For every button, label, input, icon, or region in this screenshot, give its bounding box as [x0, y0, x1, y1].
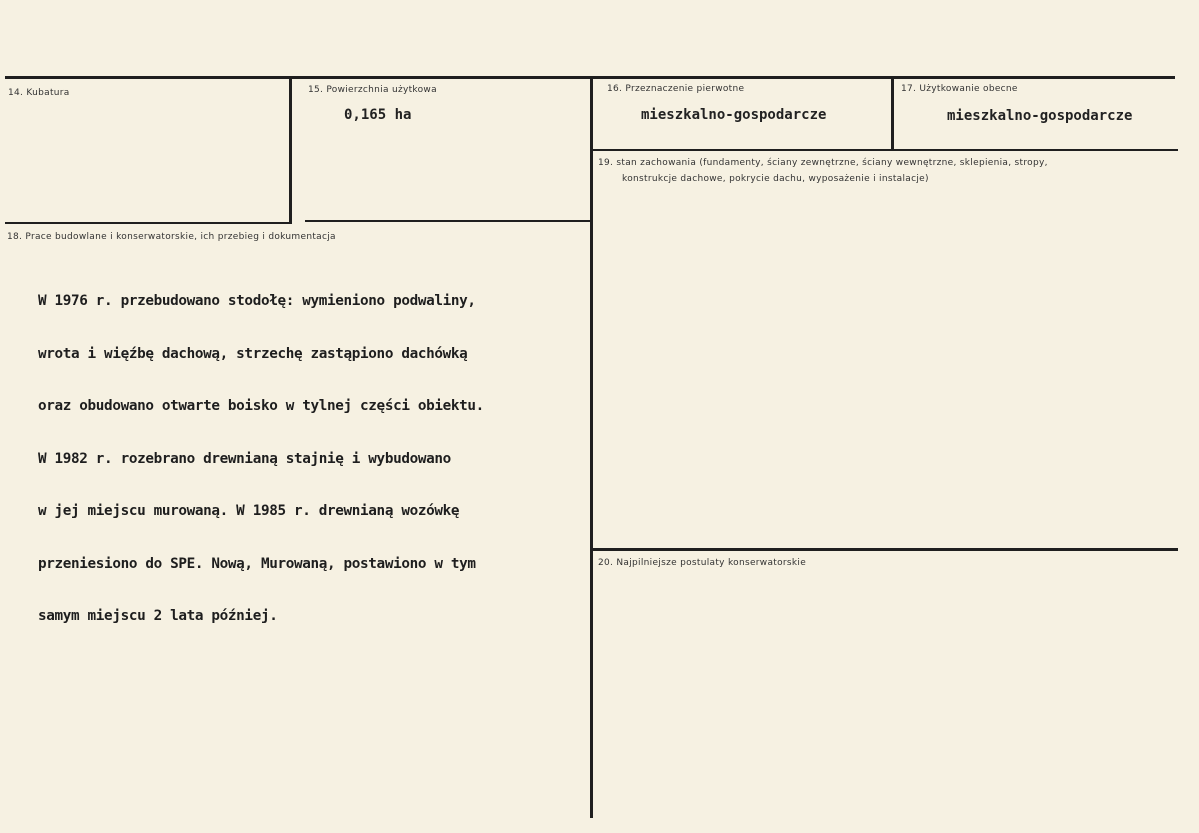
- field-17-value: mieszkalno-gospodarcze: [947, 108, 1133, 124]
- typed-line: w jej miejscu murowaną. W 1985 r. drewnianą wozówkę: [38, 503, 460, 519]
- divider-left-right: [590, 78, 593, 818]
- bottom-line-15: [305, 220, 590, 222]
- divider-14-15: [289, 78, 292, 224]
- typed-line: W 1982 r. rozebrano drewnianą stajnię i wybudowano: [38, 450, 451, 467]
- typed-line: wrota i więźbę dachową, strzechę zastąpiono dachówką: [38, 345, 468, 362]
- field-20-label: 20. Najpilniejsze postulaty konserwatorskie: [598, 558, 807, 568]
- field-16-value: mieszkalno-gospodarcze: [641, 107, 827, 123]
- typed-line: W 1976 r. przebudowano stodołę: wymieniono podwaliny,: [38, 293, 476, 309]
- bottom-line-16-17: [592, 149, 1178, 151]
- field-14-label: 14. Kubatura: [8, 88, 70, 98]
- typed-line: samym miejscu 2 lata później.: [38, 608, 278, 624]
- field-19-label-line2: konstrukcje dachowe, pokrycie dachu, wyposażenie i instalacje): [622, 174, 929, 184]
- typed-line: przeniesiono do SPE. Nową, Murowaną, postawiono w tym: [38, 555, 476, 572]
- field-16-label: 16. Przeznaczenie pierwotne: [607, 84, 745, 94]
- field-18-label: 18. Prace budowlane i konserwatorskie, ich przebieg i dokumentacja: [7, 232, 336, 242]
- typed-line: oraz obudowano otwarte boisko w tylnej części obiektu.: [38, 398, 484, 414]
- field-15-value: 0,165 ha: [344, 107, 412, 123]
- line-above-20: [592, 548, 1178, 551]
- divider-16-17: [891, 78, 894, 150]
- field-19-label-line1: 19. stan zachowania (fundamenty, ściany zewnętrzne, ściany wewnętrzne, sklepienia, stropy,: [598, 158, 1048, 168]
- field-18-typed-text: [38, 258, 484, 661]
- field-17-label: 17. Użytkowanie obecne: [901, 84, 1018, 94]
- field-15-label: 15. Powierzchnia użytkowa: [308, 85, 437, 95]
- bottom-line-14: [5, 222, 289, 224]
